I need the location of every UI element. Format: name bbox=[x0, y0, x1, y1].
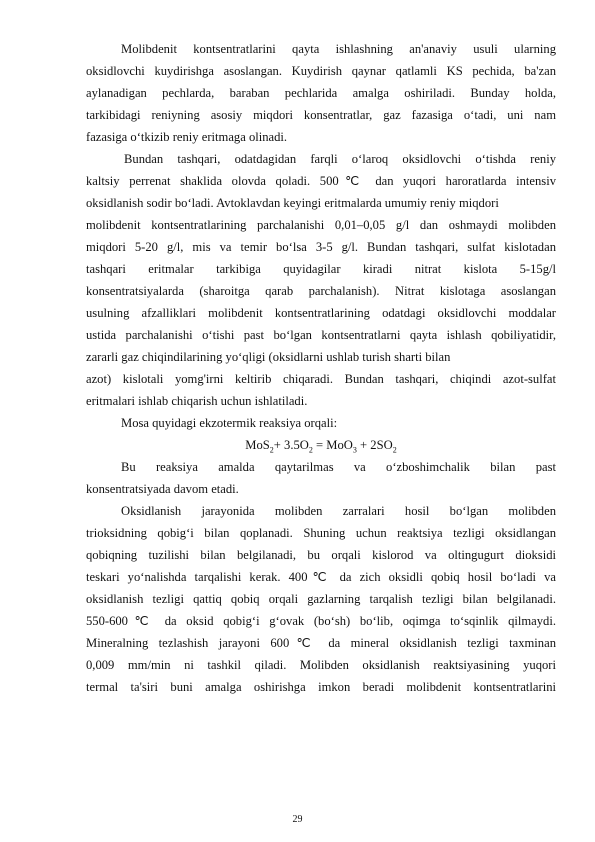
subscript: 3 bbox=[352, 445, 357, 455]
text-line: miqdori 5-20 g/l, mis va temir bo‘lsa 3-5 g/l. Bundan tashqari, sulfat kislotadan bbox=[86, 240, 556, 254]
text-line: Mosa quyidagi ekzotermik reaksiya orqali: bbox=[121, 416, 338, 430]
text-line: termal ta'siri buni amalga oshirishga imkon beradi molibdenit kontsentratlarini bbox=[86, 680, 556, 694]
text-line: oksidlanish tezligi qattiq qobiq orqali gazlarning tarqalish tezligi bilan belgilanadi. bbox=[86, 592, 556, 606]
equation-part: MoS bbox=[245, 438, 270, 452]
text-line: Mineralning tezlashish jarayoni 600℃ da mineral oksidlanish tezligi taxminan bbox=[86, 636, 556, 650]
subscript: 2 bbox=[392, 445, 397, 455]
text-line: molibdenit kontsentratlarining parchalanishi 0,01–0,05 g/l dan oshmaydi molibden bbox=[86, 218, 556, 232]
text-line: fazasiga o‘tkizib reniy eritmaga olinadi. bbox=[86, 130, 288, 144]
equation-part: = MoO bbox=[312, 438, 353, 452]
subscript: 2 bbox=[269, 445, 274, 455]
reaction-equation bbox=[86, 434, 556, 456]
text-line: Oksidlanish jarayonida molibden zarralari hosil bo‘lgan molibden bbox=[121, 504, 556, 518]
subscript: 2 bbox=[308, 445, 313, 455]
page-number: 29 bbox=[292, 814, 303, 825]
text-line: ustida parchalanishi o‘tishi past bo‘lgan kontsentratlarni qayta ishlash qobiliyatidir, bbox=[86, 328, 556, 342]
text-line: Molibdenit kontsentratlarini qayta ishlashning an'anaviy usuli ularning bbox=[121, 42, 556, 56]
document-page bbox=[86, 38, 556, 698]
text-line: 550-600℃ da oksid qobig‘i g‘ovak (bo‘sh) bo‘lib, oqimga to‘sqinlik qilmaydi. bbox=[86, 614, 556, 628]
text-line: Bu reaksiya amalda qaytarilmas va o‘zboshimchalik bilan past bbox=[121, 460, 556, 474]
text-line: tashqari eritmalar tarkibiga quyidagilar kiradi nitrat kislota 5-15g/l bbox=[86, 262, 556, 276]
text-line: usulning afzalliklari molibdenit kontsentratlarining odatdagi oksidlovchi moddalar bbox=[86, 306, 556, 320]
text-line: 0,009 mm/min ni tashkil qiladi. Molibden oksidlanish reaktsiyasining yuqori bbox=[86, 658, 556, 672]
text-line: teskari yo‘nalishda tarqalishi kerak. 400℃ da zich oksidli qobiq hosil bo‘ladi va bbox=[86, 570, 556, 584]
text-line: eritmalari ishlab chiqarish uchun ishlatiladi. bbox=[86, 394, 308, 408]
text-line: konsentratsiyalarda (sharoitga qarab parchalanish). Nitrat kislotaga asoslangan bbox=[86, 284, 556, 298]
equation-part: + 3.5O bbox=[273, 438, 309, 452]
text-line: konsentratsiyada davom etadi. bbox=[86, 482, 239, 496]
text-line: qobiqning tuzilishi bilan belgilanadi, bu orqali kislorod va oltingugurt dioksidi bbox=[86, 548, 556, 562]
text-line: azot) kislotali yomg'irni keltirib chiqaradi. Bundan tashqari, chiqindi azot-sulfat bbox=[86, 372, 556, 386]
text-line: aylanadigan pechlarda, baraban pechlarida amalga oshiriladi. Bunday holda, bbox=[86, 86, 556, 100]
text-line: oksidlovchi kuydirishga asoslangan. Kuydirish qaynar qatlamli KS pechida, ba'zan bbox=[86, 64, 556, 78]
text-line: kaltsiy perrenat shaklida olovda qoladi. 500℃ dan yuqori haroratlarda intensiv bbox=[86, 174, 556, 188]
equation-part: + 2SO bbox=[356, 438, 393, 452]
text-line: oksidlanish sodir bo‘ladi. Avtoklavdan keyingi eritmalarda umumiy reniy miqdori bbox=[86, 196, 499, 210]
text-line: Bundan tashqari, odatdagidan farqli o‘laroq oksidlovchi o‘tishda reniy bbox=[124, 152, 556, 166]
text-line: trioksidning qobig‘i bilan qoplanadi. Shuning uchun reaktsiya tezligi oksidlangan bbox=[86, 526, 556, 540]
text-line: zararli gaz chiqindilarining yo‘qligi (oksidlarni ushlab turish sharti bilan bbox=[86, 350, 451, 364]
text-line: tarkibidagi reniyning asosiy miqdori konsentratlar, gaz fazasiga o‘tadi, uni nam bbox=[86, 108, 556, 122]
